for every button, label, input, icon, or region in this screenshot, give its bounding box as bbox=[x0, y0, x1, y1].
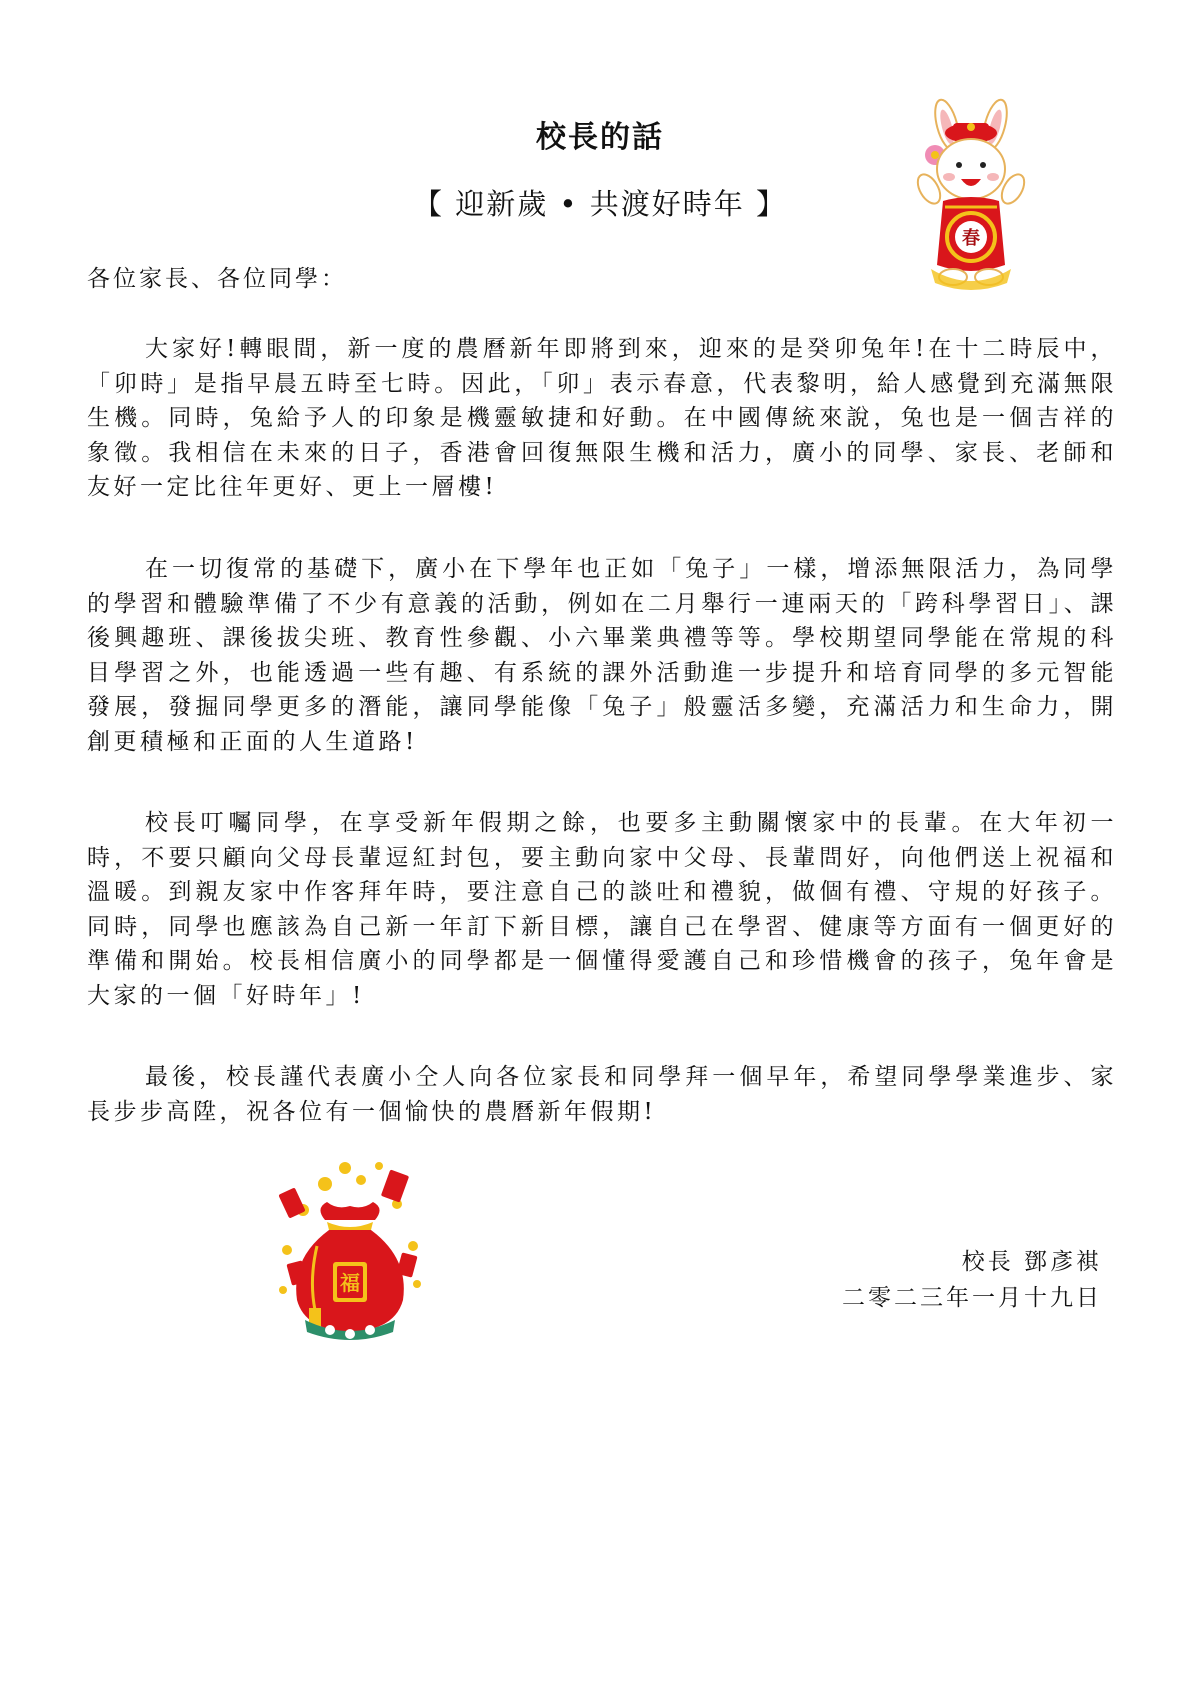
rabbit-lantern-label: 春 bbox=[962, 228, 980, 249]
signature-name: 校長 鄧彥褀 bbox=[961, 1249, 1102, 1275]
page-title: 校長的話 bbox=[536, 120, 664, 155]
letter-paragraph: 在一切復常的基礎下，廣小在下學年也正如「兔子」一樣，增添無限活力，為同學的學習和體驗準備了不少有意義的活動，例如在二月舉行一連兩天的「跨科學習日」、課後興趣班、課後拔尖班、教育性參觀、小六畢業典禮等等。學校期望同學能在常規的科目學習之外，也能透過一些有趣、有系統的課外活動進一步提升和培育同學的多元智能發展，發掘同學更多的潛能，讓同學能像「兔子」般靈活多變，充滿活力和生命力，開創更積極和正面的人生道路! bbox=[87, 556, 1117, 755]
page-subtitle: 【 迎新歲 • 共渡好時年 】 bbox=[413, 187, 787, 221]
fortune-bag-label: 福 bbox=[340, 1271, 360, 1295]
signature-date: 二零二三年一月十九日 bbox=[842, 1285, 1102, 1311]
fortune-bag-icon bbox=[275, 1150, 425, 1345]
rabbit-mascot-icon bbox=[905, 97, 1035, 297]
salutation: 各位家長、各位同學： bbox=[87, 266, 347, 292]
letter-paragraph: 大家好!轉眼間，新一度的農曆新年即將到來，迎來的是癸卯兔年!在十二時辰中，「卯時」是指早晨五時至七時。因此，「卯」表示春意，代表黎明，給人感覺到充滿無限生機。同時，兔給予人的印象是機靈敏捷和好動。在中國傳統來說，兔也是一個吉祥的象徵。我相信在未來的日子，香港會回復無限生機和活力，廣小的同學、家長、老師和友好一定比往年更好、更上一層樓! bbox=[87, 336, 1117, 500]
signature-block bbox=[842, 1244, 1102, 1316]
letter-paragraph: 最後，校長謹代表廣小仝人向各位家長和同學拜一個早年，希望同學學業進步、家長步步高陞，祝各位有一個愉快的農曆新年假期! bbox=[87, 1064, 1117, 1125]
letter-paragraph: 校長叮囑同學，在享受新年假期之餘，也要多主動關懷家中的長輩。在大年初一時，不要只顧向父母長輩逗紅封包，要主動向家中父母、長輩問好，向他們送上祝福和溫暖。到親友家中作客拜年時，要注意自己的談吐和禮貌，做個有禮、守規的好孩子。同時，同學也應該為自己新一年訂下新目標，讓自己在學習、健康等方面有一個更好的準備和開始。校長相信廣小的同學都是一個懂得愛護自己和珍惜機會的孩子，兔年會是大家的一個「好時年」! bbox=[87, 810, 1117, 1009]
